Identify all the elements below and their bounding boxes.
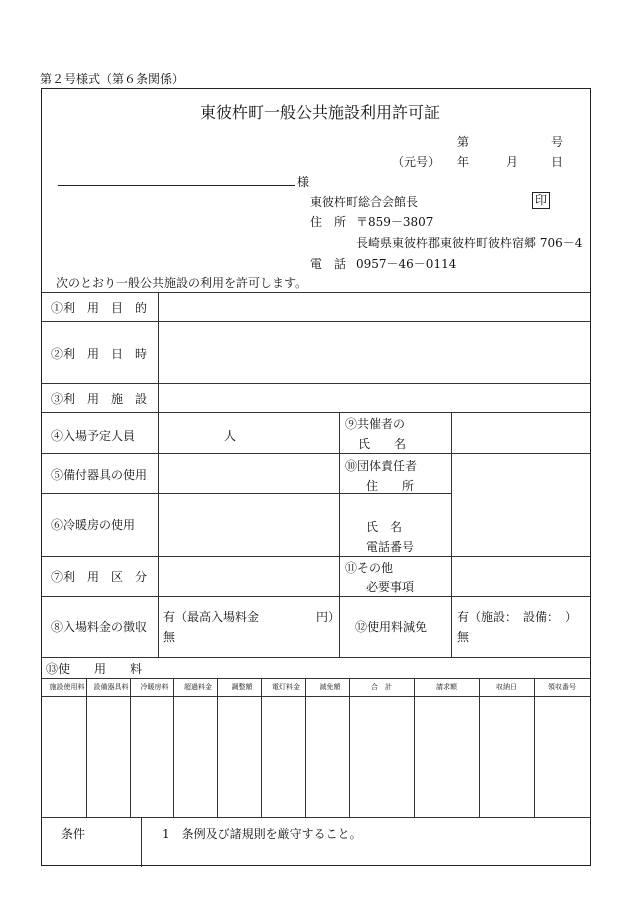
representative-label: ⑩団体責任者 [345, 459, 418, 473]
fee-column-header: 電灯料金 [272, 683, 300, 691]
rule [86, 678, 87, 817]
rule [141, 817, 142, 867]
conditions-label: 条件 [61, 827, 86, 841]
fee-column-header: 収納日 [496, 683, 517, 691]
seal-mark: 印 [532, 192, 550, 209]
issuer-postal: 〒859－3807 [356, 215, 434, 229]
rule [42, 292, 591, 293]
fee-column-header: 減免額 [319, 683, 341, 691]
permit-month: 月 [506, 155, 519, 169]
rule [479, 678, 480, 817]
rule [42, 596, 591, 597]
rule [451, 412, 452, 657]
representative-name-label: 氏 名 [366, 520, 403, 534]
other-label-1: ⑪その他 [345, 561, 394, 575]
rule [414, 678, 415, 817]
rule [42, 817, 591, 818]
fees-label: ⑬使 用 料 [46, 662, 143, 676]
cohost-label-2: 氏 名 [358, 437, 407, 451]
conditions-item: 1 条例及び諸規則を厳守すること。 [162, 827, 362, 841]
category-label: ⑦利 用 区 分 [51, 570, 148, 584]
rule [261, 678, 262, 817]
admission-yes: 有（最高入場料金 [163, 610, 260, 624]
fee-column-header: 合 計 [371, 683, 392, 691]
issuer-address: 長崎県東彼杵郡東彼杵町彼杵宿郷 706－4 [356, 236, 583, 250]
representative-phone-label: 電話番号 [366, 540, 415, 554]
rule [534, 678, 535, 817]
other-label-2: 必要事項 [366, 580, 415, 594]
recipient-suffix: 様 [297, 175, 310, 189]
fee-column-header: 施設使用料 [49, 683, 85, 691]
permit-no-suffix: 号 [551, 135, 564, 149]
fee-column-header: 超過料金 [184, 683, 212, 691]
issuer-phone: 0957－46－0114 [356, 257, 457, 271]
issuer-address-label: 住 所 [310, 215, 347, 229]
fee-column-header: 調整額 [231, 683, 253, 691]
fee-column-header: 冷暖房料 [140, 683, 169, 691]
permit-day: 日 [551, 155, 564, 169]
rule [173, 678, 174, 817]
representative-address-label: 住 所 [366, 479, 415, 493]
equipment-label: ⑤備付器具の使用 [51, 468, 148, 482]
cohost-label-1: ⑨共催者の [345, 417, 406, 431]
intro-text: 次のとおり一般公共施設の利用を許可します。 [56, 276, 308, 290]
rule [217, 678, 218, 817]
rule [42, 412, 591, 413]
rule [305, 678, 306, 817]
admission-yen: 円） [316, 610, 341, 624]
reduction-no: 無 [457, 630, 470, 644]
form-number: 第２号様式（第６条関係） [40, 72, 185, 86]
rule [42, 657, 591, 658]
permit-era: （元号） [392, 155, 441, 169]
aircon-label: ⑥冷暖房の使用 [51, 518, 136, 532]
recipient-line [58, 185, 295, 186]
permit-year: 年 [457, 155, 470, 169]
rule [42, 678, 591, 679]
purpose-label: ①利 用 目 的 [51, 301, 148, 315]
admission-no: 無 [163, 630, 176, 644]
attendees-label: ④入場予定人員 [51, 429, 136, 443]
rule [42, 321, 591, 322]
datetime-label: ②利 用 日 時 [51, 347, 148, 361]
rule [42, 383, 591, 384]
page-title: 東彼杵町一般公共施設利用許可証 [200, 103, 441, 122]
issuer-name: 東彼杵町総合会館長 [310, 195, 419, 209]
rule [130, 678, 131, 817]
permit-no-prefix: 第 [457, 135, 470, 149]
rule [158, 292, 159, 657]
admission-label: ⑧入場料金の徴収 [51, 620, 148, 634]
attendees-unit: 人 [224, 429, 237, 443]
reduction-label: ⑫使用料減免 [355, 620, 428, 634]
issuer-phone-label: 電 話 [310, 257, 347, 271]
rule [349, 678, 350, 817]
fee-column-header: 領収番号 [548, 683, 576, 691]
reduction-yes: 有（施設： 設備： ） [457, 610, 578, 624]
rule [42, 453, 591, 454]
fee-column-header: 設備器具料 [93, 683, 129, 691]
facility-label: ③利 用 施 設 [51, 392, 148, 406]
fee-column-header: 請求額 [436, 683, 457, 691]
rule [42, 696, 591, 697]
rule [42, 556, 591, 557]
